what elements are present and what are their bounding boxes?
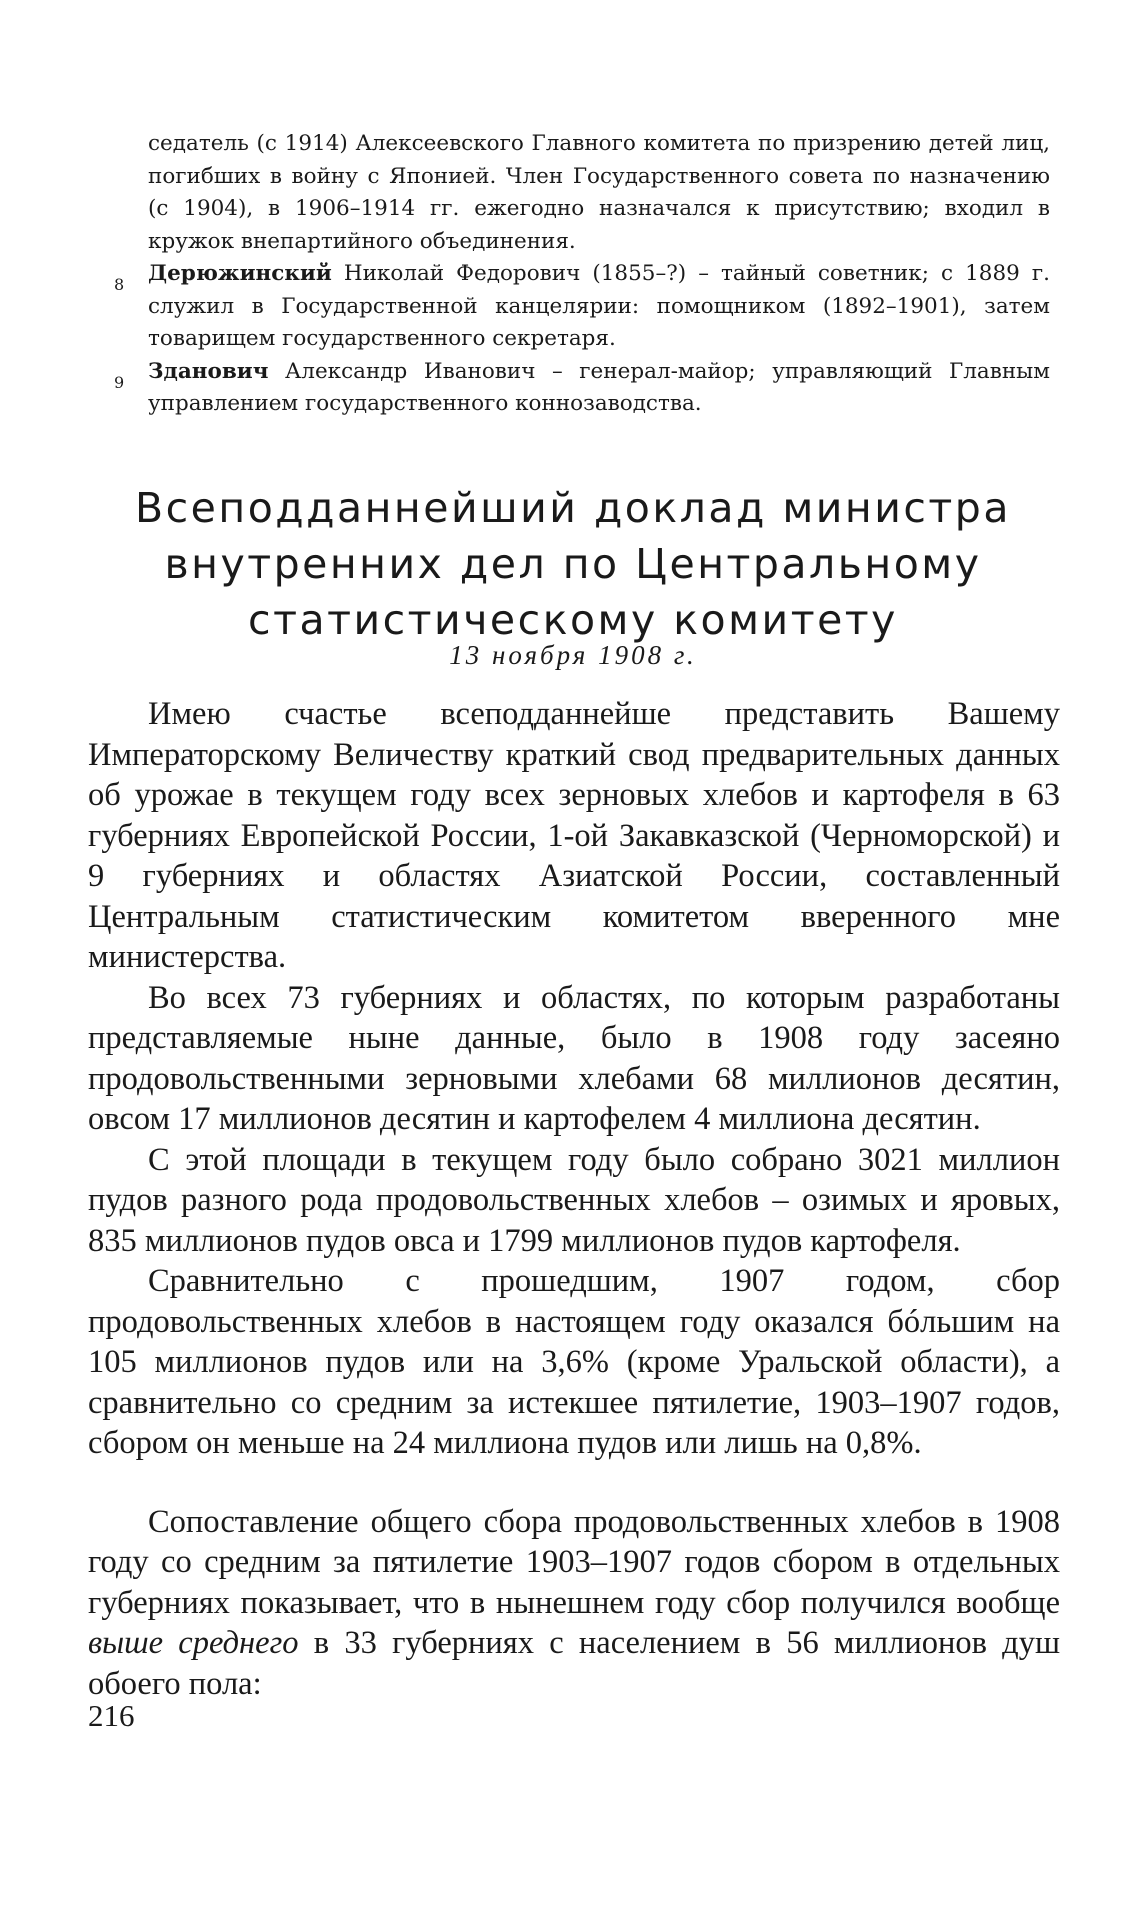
footnote-name: Дерюжинский (148, 261, 332, 286)
emphasis-text: выше среднего (88, 1625, 299, 1661)
section-title-line: внутренних дел по Центральному (164, 540, 982, 588)
footnote-name: Зданович (148, 358, 269, 384)
paragraph (88, 1502, 1060, 1705)
footnote-continuation (88, 128, 1050, 258)
footnote-9 (88, 356, 1050, 421)
paragraph: Во всех 73 губерниях и областях, по которым разработаны представляемые ныне данные, было в 1908 году засеяно продовольственными зерновыми хлебами 68 миллионов десятин, овсом 17 миллионов десятин и картофелем 4 миллиона десятин. (88, 979, 1060, 1137)
footnote-8 (88, 258, 1050, 356)
section-title-line: статистическому комитету (248, 596, 898, 644)
paragraph-text: в 33 губерниях с населением в 56 миллионов душ обоего пола: (88, 1625, 1060, 1702)
footnote-number: 8 (114, 275, 125, 294)
section-title (120, 480, 1026, 648)
report-body (88, 694, 1060, 1704)
paragraph-text: Сопоставление общего сбора продовольственных хлебов в 1908 году со средним за пятилетие 1903–1907 годов сбором в отдельных губерниях показывает, что в нынешнем году сбор получился вообще (88, 1503, 1060, 1621)
footnote-text: Александр Иванович – генерал-майор; управляющий Главным управлением государственного коннозаводства. (148, 358, 1050, 416)
section-title-line: Всеподданнейший доклад министра (135, 484, 1011, 532)
paragraph: Сравнительно с прошедшим, 1907 годом, сбор продовольственных хлебов в настоящем году оказался бóльшим на 105 миллионов пудов или на 3,6% (кроме Уральской области), а сравнительно со средним за истекшее пятилетие, 1903–1907 годов, сбором он меньше на 24 миллиона пудов или лишь на 0,8%. (88, 1263, 1060, 1461)
footnotes (88, 128, 1050, 421)
footnote-text: Николай Федорович (1855–?) – тайный советник; с 1889 г. служил в Государственной канцелярии: помощником (1892–1901), затем товарищем государственного секретаря. (148, 261, 1050, 351)
paragraph: Имею счастье всеподданнейше представить Вашему Императорскому Величеству краткий свод предварительных данных об урожае в текущем году всех зерновых хлебов и картофеля в 63 губерниях Европейской России, 1-ой Закавказской (Черноморской) и 9 губерниях и областях Азиатской России, составленный Центральным статистическим комитетом вверенного мне министерства. (88, 696, 1060, 975)
footnote-number: 9 (114, 372, 125, 392)
footnote-text: седатель (с 1914) Алексеевского Главного комитета по призрению детей лиц, погибших в войну с Японией. Член Государственного совета по назначению (с 1904), в 1906–1914 гг. ежегодно назначался к присутствию; входил в кружок внепартийного объединения. (148, 131, 1050, 254)
paragraph: С этой площади в текущем году было собрано 3021 миллион пудов разного рода продовольственных хлебов – озимых и яровых, 835 миллионов пудов овса и 1799 миллионов пудов картофеля. (88, 1141, 1060, 1259)
page-number: 216 (88, 1698, 135, 1733)
document-date: 13 ноября 1908 г. (449, 640, 697, 670)
